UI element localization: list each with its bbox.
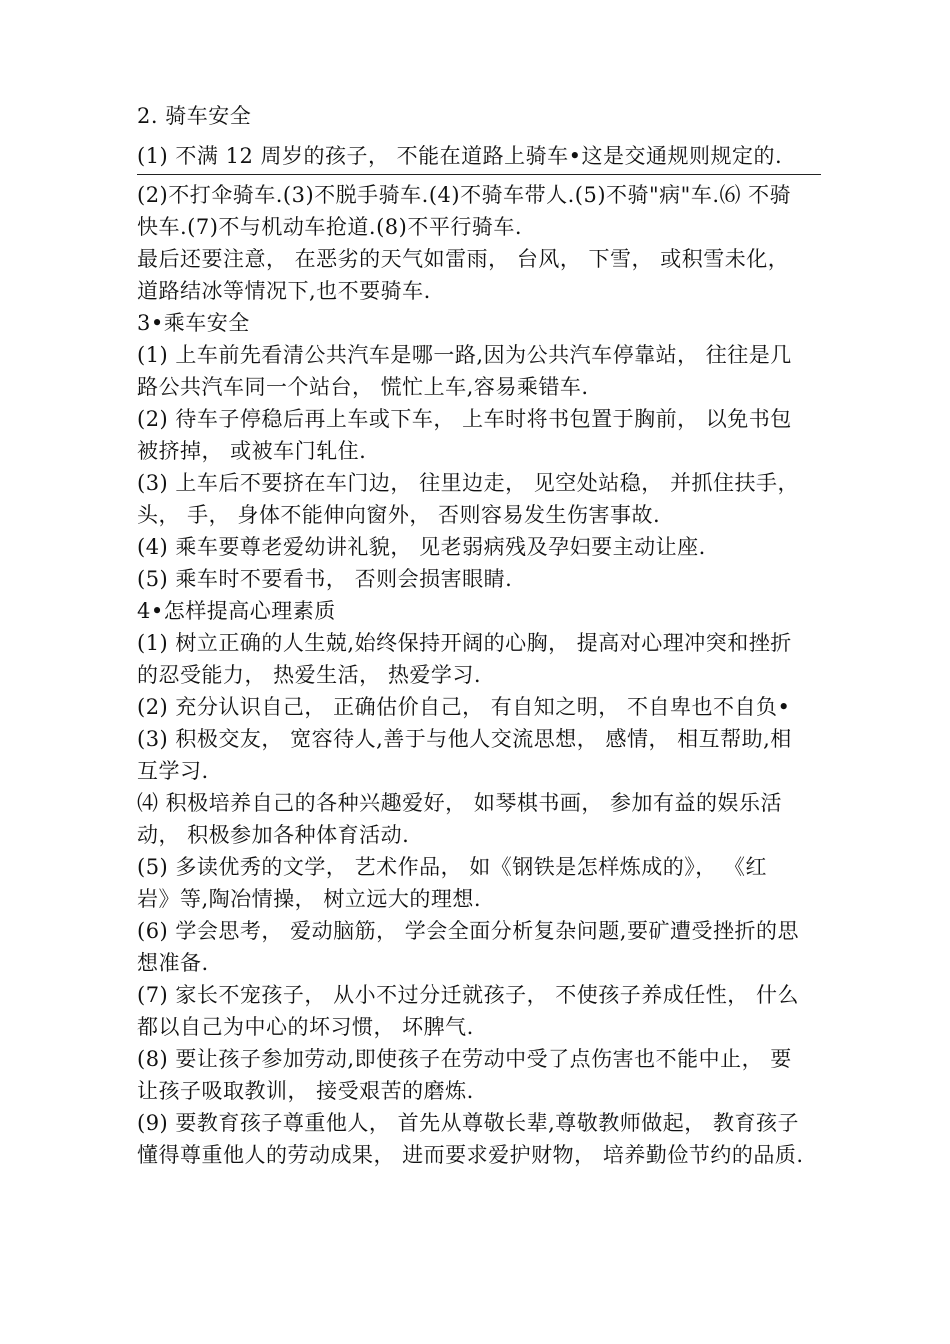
text-line: (5) 乘车时不要看书， 否则会损害眼睛. [137,567,513,591]
text-line: 头， 手， 身体不能伸向窗外， 否则容易发生伤害事故. [137,503,661,527]
text-line: (6) 学会思考， 爱动脑筋， 学会全面分析复杂问题,要矿遭受挫折的思 [137,919,799,943]
text-line: (9) 要教育孩子尊重他人， 首先从尊敬长辈,尊敬教师做起， 教育孩子 [137,1111,799,1135]
text-line: 懂得尊重他人的劳动成果， 进而要求爱护财物， 培养勤俭节约的品质. [137,1143,804,1167]
text-line: 道路结冰等情况下,也不要骑车. [137,279,431,303]
horizontal-rule [137,174,821,175]
text-line: 被挤掉， 或被车门轧住. [137,439,367,463]
text-line: 快车.(7)不与机动车抢道.(8)不平行骑车. [137,215,523,239]
text-line: (3) 积极交友， 宽容待人,善于与他人交流思想， 感情， 相互帮助,相 [137,727,792,751]
section-heading-psychological-quality: 4•怎样提高心理素质 [137,599,336,623]
text-line: (5) 多读优秀的文学， 艺术作品， 如《钢铁是怎样炼成的》， 《红 [137,855,767,879]
text-line: ⑷ 积极培养自己的各种兴趣爱好， 如琴棋书画， 参加有益的娱乐活 [137,791,783,815]
text-line: (4) 乘车要尊老爱幼讲礼貌， 见老弱病残及孕妇要主动让座. [137,535,706,559]
text-line: 想准备. [137,951,209,975]
text-line: 最后还要注意， 在恶劣的天气如雷雨， 台风， 下雪， 或积雪未化， [137,247,790,271]
text-line: 让孩子吸取教训， 接受艰苦的磨炼. [137,1079,474,1103]
section-heading-riding-safety: 3•乘车安全 [137,311,250,335]
text-line: 互学习. [137,759,209,783]
text-line: 路公共汽车同一个站台， 慌忙上车,容易乘错车. [137,375,589,399]
text-line: 的忍受能力， 热爱生活， 热爱学习. [137,663,482,687]
text-line: (1) 不满 12 周岁的孩子， 不能在道路上骑车•这是交通规则规定的. [137,144,783,168]
text-line: 岩》等,陶冶情操， 树立远大的理想. [137,887,482,911]
text-line: 动， 积极参加各种体育活动. [137,823,410,847]
text-line: (7) 家长不宠孩子， 从小不过分迁就孩子， 不使孩子养成任性， 什么 [137,983,799,1007]
document-page [137,100,821,1171]
text-line: (2) 充分认识自己， 正确估价自己， 有自知之明， 不自卑也不自负• [137,695,791,719]
text-line: (8) 要让孩子参加劳动,即使孩子在劳动中受了点伤害也不能中止， 要 [137,1047,792,1071]
text-line: (2) 待车子停稳后再上车或下车， 上车时将书包置于胸前， 以免书包 [137,407,792,431]
text-line: (1) 上车前先看清公共汽车是哪一路,因为公共汽车停靠站， 往往是几 [137,343,792,367]
section-heading-cycling-safety: 2. 骑车安全 [137,104,252,128]
text-line: (1) 树立正确的人生兢,始终保持开阔的心胸， 提高对心理冲突和挫折 [137,631,792,655]
text-line: (2)不打伞骑车.(3)不脱手骑车.(4)不骑车带人.(5)不骑"病"车.⑹ 不骑 [137,183,792,207]
text-line: 都以自己为中心的坏习惯， 坏脾气. [137,1015,474,1039]
text-line: (3) 上车后不要挤在车门边， 往里边走， 见空处站稳， 并抓住扶手， [137,471,799,495]
